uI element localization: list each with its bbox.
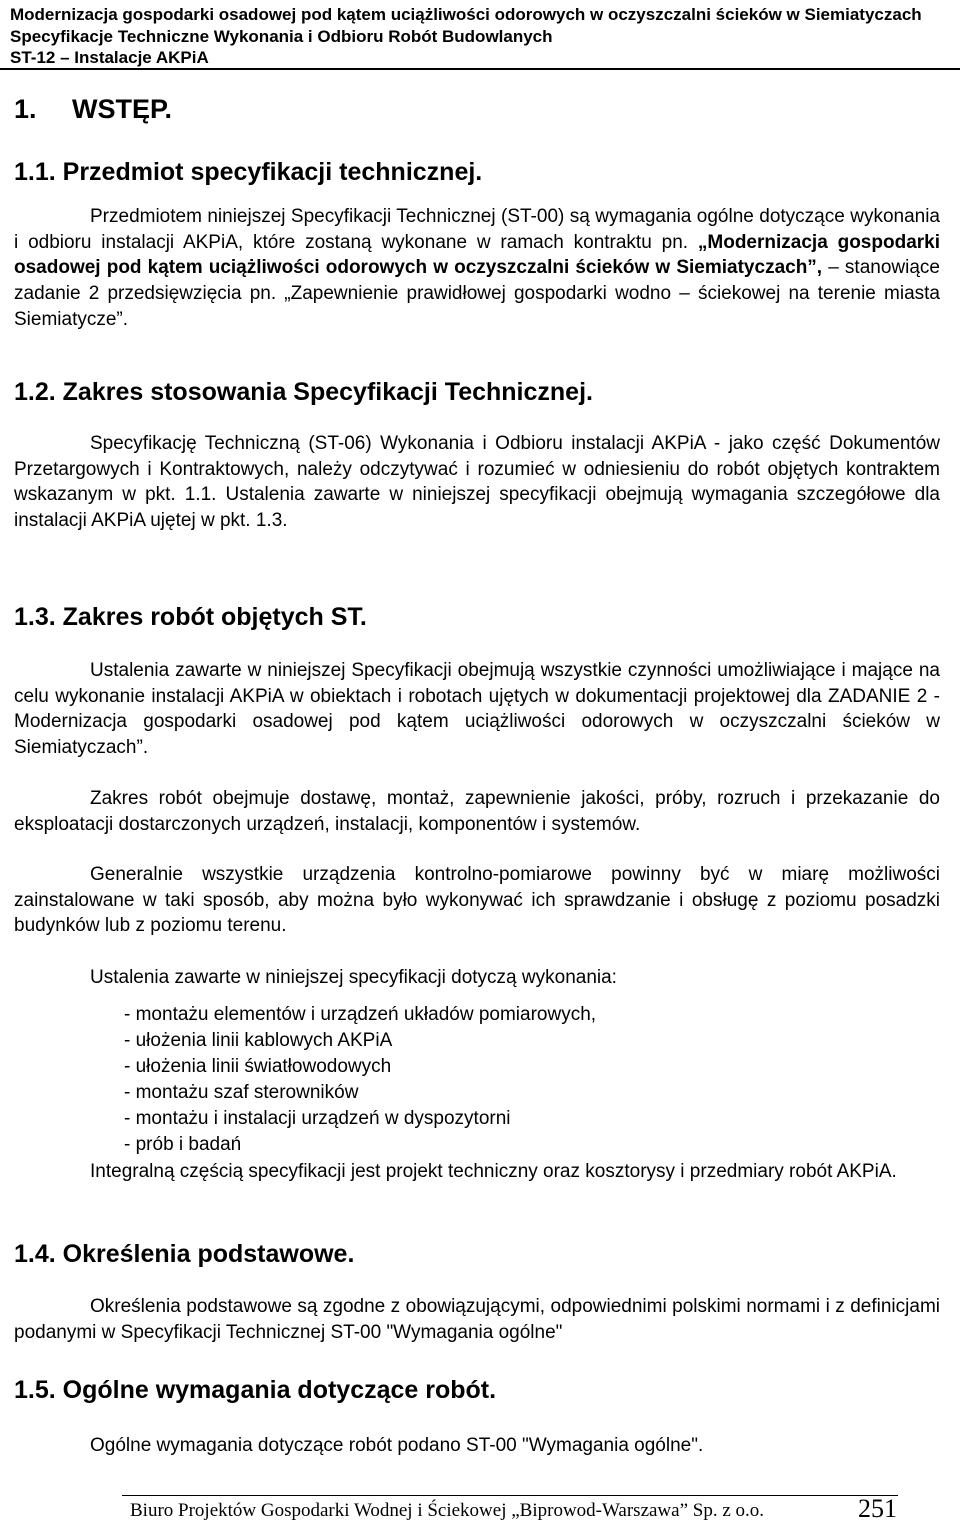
header-project-title: Modernizacja gospodarki osadowej pod kątem uciążliwości odorowych w oczyszczalni ścieków w Siemiatyczach <box>10 5 922 24</box>
section-title: WSTĘP. <box>72 94 173 124</box>
page-number: 251 <box>858 1494 897 1523</box>
subsection-1-3-paragraph-5: Integralną częścią specyfikacji jest projekt techniczny oraz kosztorysy i przedmiary robót AKPiA. <box>90 1161 897 1182</box>
subsection-1-1-paragraph: Przedmiotem niniejszej Specyfikacji Technicznej (ST-00) są wymagania ogólne dotyczące wykonania i odbioru instalacji AKPiA, które zostaną wykonane w ramach kontraktu pn. „Modernizacja gospodarki osadowej pod kątem uciążliwości odorowych w oczyszczalni ścieków w Siemiatyczach”, – stanowiące zadanie 2 przedsięwzięcia pn. „Zapewnienie prawidłowej gospodarki wodno – ściekowej na terenie miasta Siemiatycze”. <box>14 206 941 330</box>
subsection-1-3-paragraph-2: Zakres robót obejmuje dostawę, montaż, zapewnienie jakości, próby, rozruch i przekazanie do eksploatacji dostarczonych urządzeń, instalacji, komponentów i systemów. <box>14 788 940 835</box>
list-item: - montażu elementów i urządzeń układów pomiarowych, <box>124 1004 597 1025</box>
subsection-1-1-title: 1.1. Przedmiot specyfikacji technicznej. <box>14 158 483 186</box>
list-item: - prób i badań <box>124 1134 242 1155</box>
subsection-1-3-title: 1.3. Zakres robót objętych ST. <box>14 603 367 631</box>
footer-divider <box>122 1495 898 1496</box>
subsection-1-5-paragraph: Ogólne wymagania dotyczące robót podano ST-00 "Wymagania ogólne". <box>90 1435 704 1456</box>
subsection-1-3-paragraph-1: Ustalenia zawarte w niniejszej Specyfikacji obejmują wszystkie czynności umożliwiające i mające na celu wykonanie instalacji AKPiA w obiektach i robotach ujętych w dokumentacji projektowej dla ZADANIE 2 - Modernizacja gospodarki osadowej pod kątem uciążliwości odorowych w oczyszczalni ścieków w Siemiatyczach”. <box>14 660 940 759</box>
list-item: - ułożenia linii światłowodowych <box>124 1056 392 1077</box>
footer-company: Biuro Projektów Gospodarki Wodnej i Ściekowej „Biprowod-Warszawa” Sp. z o.o. <box>130 1500 765 1521</box>
section-number: 1. <box>14 94 37 124</box>
list-item: - ułożenia linii kablowych AKPiA <box>124 1030 393 1051</box>
header-section-code: ST-12 – Instalacje AKPiA <box>10 48 209 67</box>
subsection-1-4-paragraph: Określenia podstawowe są zgodne z obowiązującymi, odpowiednimi polskimi normami i z definicjami podanymi w Specyfikacji Technicznej ST-00 "Wymagania ogólne" <box>14 1296 940 1343</box>
subsection-1-3-paragraph-3: Generalnie wszystkie urządzenia kontrolno-pomiarowe powinny być w miarę możliwości zainstalowane w taki sposób, aby można było wykonywać ich sprawdzanie i obsługę z poziomu posadzki budynków lub z poziomu terenu. <box>14 864 940 937</box>
subsection-1-5-title: 1.5. Ogólne wymagania dotyczące robót. <box>14 1376 497 1404</box>
scope-list <box>124 1002 596 1158</box>
document-header <box>0 0 960 70</box>
project-name-bold: „Modernizacja gospodarki osadowej pod kątem uciążliwości odorowych w oczyszczalni ścieków w Siemiatyczach”, <box>14 231 941 279</box>
subsection-1-2-title: 1.2. Zakres stosowania Specyfikacji Technicznej. <box>14 378 593 406</box>
subsection-1-3-paragraph-4: Ustalenia zawarte w niniejszej specyfikacji dotyczą wykonania: <box>90 967 617 988</box>
list-item: - montażu szaf sterowników <box>124 1082 359 1103</box>
subsection-1-4-title: 1.4. Określenia podstawowe. <box>14 1240 355 1268</box>
header-spec-title: Specyfikacje Techniczne Wykonania i Odbioru Robót Budowlanych <box>10 27 553 46</box>
list-item: - montażu i instalacji urządzeń w dyspozytorni <box>124 1108 511 1129</box>
subsection-1-2-paragraph: Specyfikację Techniczną (ST-06) Wykonania i Odbioru instalacji AKPiA - jako część Dokumentów Przetargowych i Kontraktowych, należy odczytywać i rozumieć w odniesieniu do robót objętych kontraktem wskazanym w pkt. 1.1. Ustalenia zawarte w niniejszej specyfikacji obejmują wymagania szczegółowe dla instalacji AKPiA ujętej w pkt. 1.3. <box>14 433 940 532</box>
